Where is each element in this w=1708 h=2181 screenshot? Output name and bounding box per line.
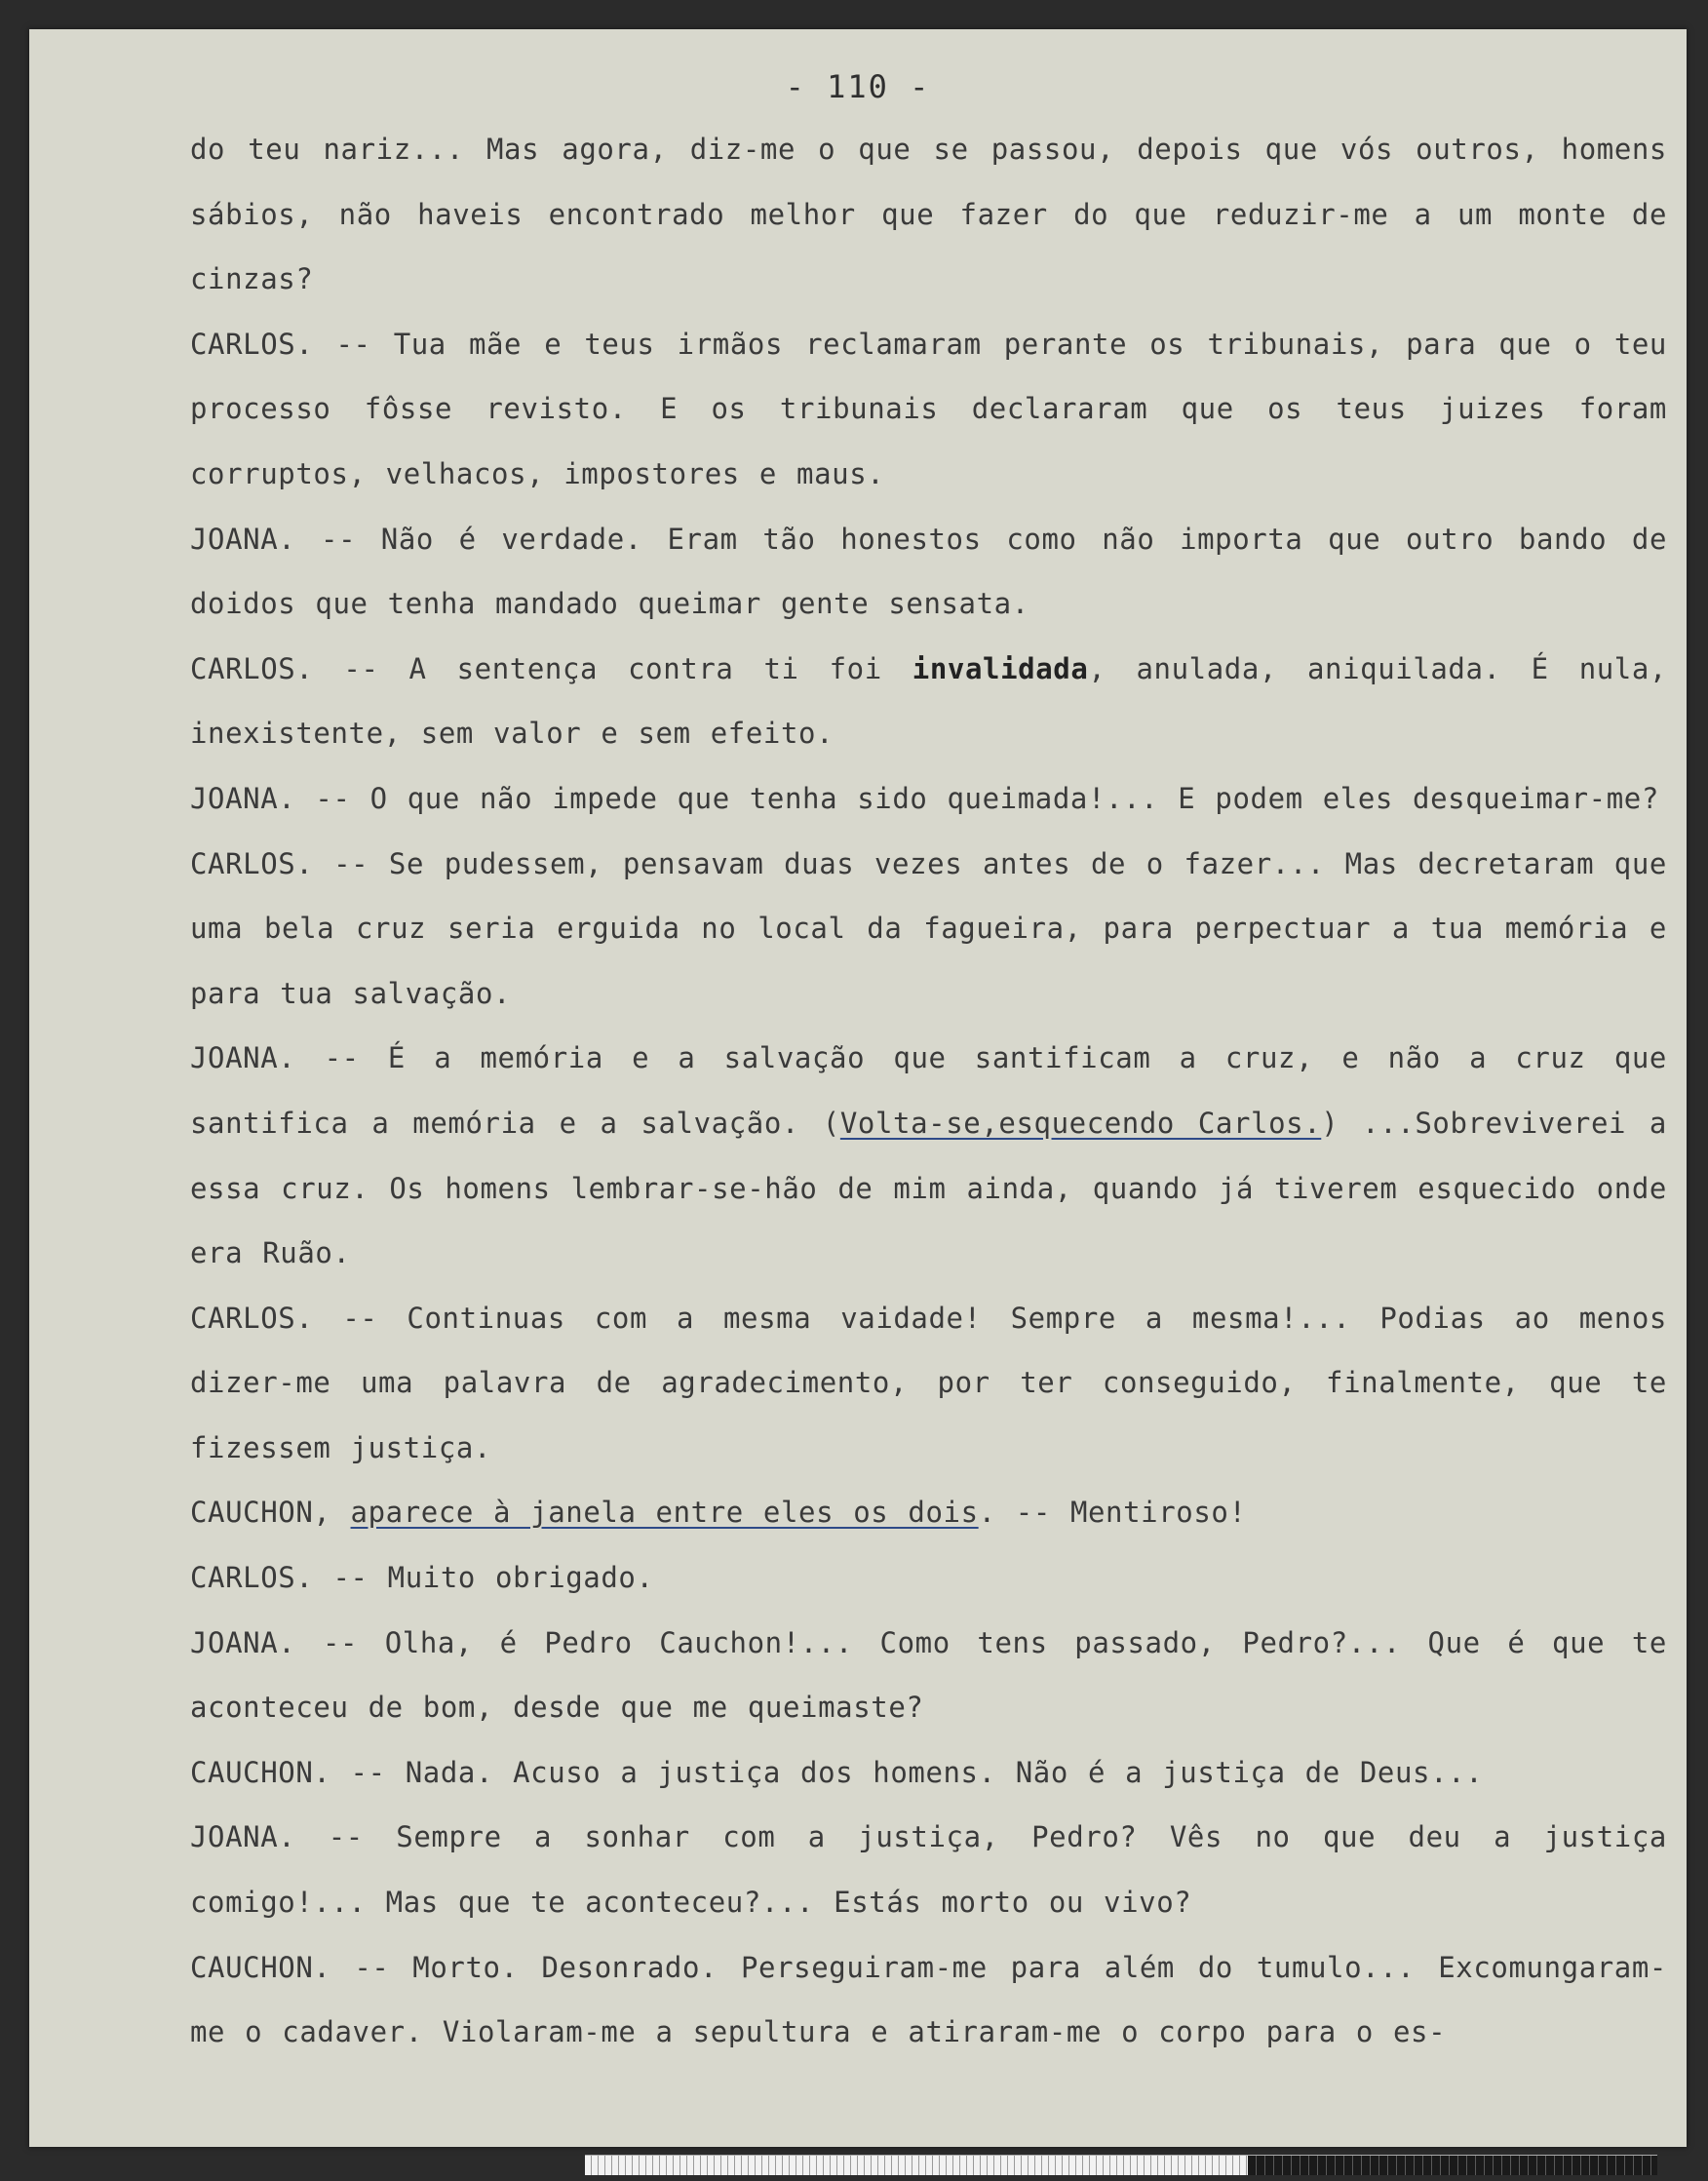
paragraph: CARLOS. -- Muito obrigado.: [190, 1561, 654, 1595]
overtyped-word: invalidada: [912, 651, 1089, 685]
paragraph-text: JOANA. -- É a memória e a salvação que santificam a cruz, e não a cruz que santifica a memória e a salvação. (: [190, 1041, 1667, 1140]
page-number: - 110 -: [785, 68, 931, 105]
stage-direction: Volta-se,esquecendo Carlos.: [839, 1106, 1322, 1140]
paragraph-text: . -- Mentiroso!: [978, 1496, 1247, 1530]
paragraph: JOANA. -- O que não impede que tenha sido queimada!... E podem eles desqueimar-me?: [190, 781, 1659, 815]
paragraph: [190, 1026, 1667, 1285]
paragraph: JOANA. -- Não é verdade. Eram tão honestos como não importa que outro bando de doidos que tenha mandado queimar gente sensata.: [190, 522, 1667, 621]
paragraph: JOANA. -- Sempre a sonhar com a justiça, Pedro? Vês no que deu a justiça comigo!... Mas que te aconteceu?... Estás morto ou vivo?: [190, 1820, 1667, 1920]
typewritten-page: [29, 29, 1687, 2147]
paragraph: CARLOS. -- Se pudessem, pensavam duas vezes antes de o fazer... Mas decretaram que uma bela cruz seria erguida no local da fagueira, para perpectuar a tua memória e para tua salvação.: [190, 846, 1667, 1010]
paragraph: do teu nariz... Mas agora, diz-me o que se passou, depois que vós outros, homens sábios, não haveis encontrado melhor que fazer do que reduzir-me a um monte de cinzas?: [190, 133, 1667, 296]
paragraph-text: ) ...Sobreviverei a essa cruz. Os homens lembrar-se-hão de mim ainda, quando já tiverem esquecido onde era Ruão.: [190, 1106, 1667, 1270]
stage-direction: aparece à janela entre eles os dois: [350, 1496, 979, 1530]
document-body: [190, 117, 1667, 2065]
paragraph: CARLOS. -- Tua mãe e teus irmãos reclamaram perante os tribunais, para que o teu processo fôsse revisto. E os tribunais declararam que os teus juizes foram corruptos, velhacos, impostores e maus.: [190, 327, 1667, 490]
paragraph-text: , anulada, aniquilada. É nula, inexistente, sem valor e sem efeito.: [190, 651, 1667, 751]
paragraph: [190, 637, 1667, 766]
scale-ruler: [585, 2155, 1657, 2175]
paragraph-text: CARLOS. -- A sentença contra ti foi: [190, 651, 912, 685]
paragraph: JOANA. -- Olha, é Pedro Cauchon!... Como tens passado, Pedro?... Que é que te aconteceu de bom, desde que me queimaste?: [190, 1625, 1667, 1725]
paragraph: CAUCHON. -- Morto. Desonrado. Perseguiram-me para além do tumulo... Excomungaram-me o cadaver. Violaram-me a sepultura e atiraram-me o corpo para o es-: [190, 1950, 1667, 2049]
scale-ruler-dark-segment: [1248, 2156, 1657, 2175]
paragraph: CAUCHON. -- Nada. Acuso a justiça dos homens. Não é a justiça de Deus...: [190, 1755, 1484, 1789]
paragraph: [190, 1480, 1667, 1545]
paragraph-text: CAUCHON,: [190, 1496, 351, 1530]
paragraph: CARLOS. -- Continuas com a mesma vaidade! Sempre a mesma!... Podias ao menos dizer-me uma palavra de agradecimento, por ter conseguido, finalmente, que te fizessem justiça.: [190, 1301, 1667, 1464]
